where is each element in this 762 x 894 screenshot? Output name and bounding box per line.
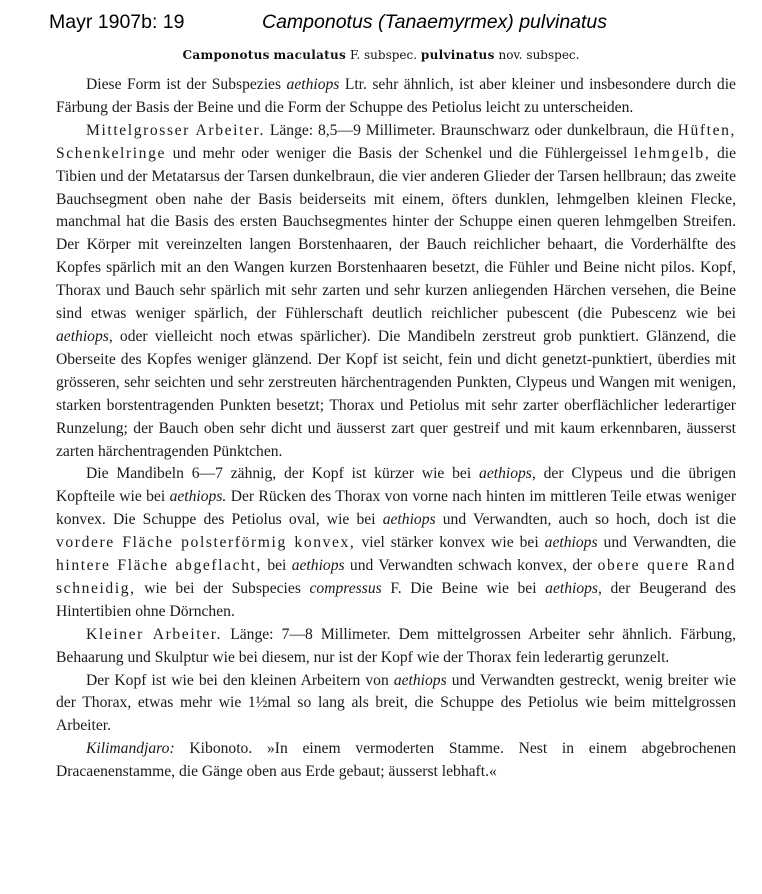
subtitle-status: nov. subspec.	[498, 48, 580, 62]
paragraph-minor-worker	[56, 624, 736, 670]
subtitle-author: F. subspec.	[349, 48, 418, 62]
text-run: oder vielleicht noch etwas spärlicher). Die Mandibeln zerstreut grob punktiert. Glänzend, die Oberseite des Kopfes weniger glänzend. Der Kopf ist seicht, fein und dicht genetzt-punktiert, überdies mit grösseren, sehr seichten und sehr zerstreuten härchentragenden Punkten, Clypeus und Wangen mit wenigen, starken borstentragenden Punkten besetzt; Thorax und Petiolus mit sehr zarter oberflächlicher lederartiger Runzelung; der Bauch oben sehr dicht und äusserst zart quer gestreif und mit kaum erkennbaren, äusserst zarten härchentragenden Pünktchen.	[56, 327, 736, 460]
paragraph-intro	[56, 74, 736, 120]
text-run: und Verwandten, auch so hoch, doch ist die	[442, 511, 736, 529]
italic-term: aethiops	[544, 534, 598, 552]
subtitle-species: maculatus	[273, 48, 347, 62]
italic-term: aethiops	[382, 511, 436, 529]
text-run: Länge: 8,5—9 Millimeter. Braunschwarz oder dunkelbraun, die	[269, 121, 673, 139]
italic-term: aethiops,	[545, 579, 602, 597]
italic-term: aethiops	[286, 76, 340, 93]
text-run: Kibonoto. »In einem vermoderten Stamme. Nest in einem abgebrochenen Dracaenenstamme, die Gänge oben aus Erde gebaut; äusserst lebhaft.«	[56, 740, 736, 781]
spaced-term: hintere Fläche abgeflacht,	[56, 557, 262, 575]
italic-term: aethiops	[393, 671, 447, 689]
subtitle-subspecies: pulvinatus	[420, 48, 495, 62]
text-run: und mehr oder weniger die Basis der Schenkel und die Fühlergeissel	[172, 144, 628, 162]
text-run: Diese Form ist der Subspezies	[86, 76, 282, 93]
citation: Mayr 1907b: 19	[49, 11, 185, 33]
paragraph-minor-head	[56, 670, 736, 739]
italic-term: aethiops.	[169, 488, 227, 506]
italic-term: aethiops	[291, 557, 345, 575]
text-run: und Verwandten gestreckt, wenig breiter wie der Thorax, etwas mehr wie 1½mal so lang als breit, die Schuppe des Petiolus wie beim mittelgrossen Arbeiter.	[56, 671, 736, 735]
text-run: Die Mandibeln 6—7 zähnig, der Kopf ist kürzer wie bei	[86, 465, 472, 483]
spaced-term: vordere Fläche polsterförmig konvex,	[56, 534, 356, 552]
text-run: wie bei der Subspecies	[144, 579, 301, 597]
spaced-term: Hüften, Schenkelringe	[56, 121, 737, 162]
paragraph-locality	[56, 738, 736, 784]
text-run: und Verwandten schwach konvex, der	[349, 557, 593, 575]
taxon-name: Camponotus (Tanaemyrmex) pulvinatus	[262, 11, 608, 33]
text-run: Der Rücken des Thorax von vorne nach hinten im mittleren Teile etwas weniger konvex. Die Schuppe des Petiolus oval, wie bei	[56, 488, 737, 529]
italic-term: compressus	[309, 579, 382, 597]
spaced-term: obere quere Rand schneidig,	[56, 557, 737, 597]
text-run: der Clypeus und die übrigen Kopfteile wie bei	[56, 465, 736, 506]
italic-term: aethiops,	[56, 327, 113, 345]
text-run: F. Die Beine wie bei	[390, 579, 537, 597]
italic-term: aethiops,	[479, 465, 536, 483]
text-run: Länge: 7—8 Millimeter. Dem mittelgrossen Arbeiter sehr ähnlich. Färbung, Behaarung und Skulptur wie bei diesem, nur ist der Kopf wie der Thorax fein lederartig gerunzelt.	[56, 625, 736, 666]
taxon-subtitle	[0, 48, 762, 62]
text-run: bei	[267, 557, 287, 575]
subtitle-genus: Camponotus	[182, 48, 270, 62]
text-run: viel stärker konvex wie bei	[361, 534, 539, 552]
spaced-term: lehmgelb,	[634, 144, 711, 162]
description-body	[56, 74, 736, 784]
text-run: die Tibien und der Metatarsus der Tarsen dunkelbraun, die vier anderen Glieder der Tarsen hellbraun; das zweite Bauchsegment oben nahe der Basis beiderseits mit einem, öfters dunklen, lehmgelben kleinen Flecke, manchmal hat die Basis des ersten Bauchsegmentes hinter der Schuppe einen queren lehmgelben Streifen. Der Körper mit vereinzelten langen Borstenhaaren, der Bauch reichlicher behaart, die Vorderhälfte des Kopfes spärlich mit an den Wangen kurzen Borstenhaaren besetzt, die Fühler und Beine nicht pilos. Kopf, Thorax und Bauch sehr spärlich mit sehr zarten und sehr kurzen anliegenden Härchen versehen, die Beine sind etwas weniger spärlich, der Fühlerschaft deutlich reichlicher pubescent (die Pubescenz wie bei	[56, 144, 737, 323]
locality-name: Kilimandjaro:	[86, 740, 175, 758]
paragraph-head-shape	[56, 463, 736, 623]
text-run: und Verwandten, die	[603, 534, 737, 552]
text-run: Der Kopf ist wie bei den kleinen Arbeitern von	[86, 671, 389, 689]
text-run: sehr ähnlich, ist aber kleiner und insbesondere durch die Färbung der Basis der Beine und die Form der Schuppe des Petiolus leicht zu unterscheiden.	[56, 76, 736, 116]
paragraph-media-worker	[56, 120, 736, 464]
text-run: der Beugerand des Hintertibien ohne Dörnchen.	[56, 579, 736, 620]
author-smallcaps: Ltr.	[344, 76, 367, 93]
caste-heading: Mittelgrosser Arbeiter.	[86, 121, 265, 139]
page-header	[0, 0, 762, 44]
caste-heading: Kleiner Arbeiter.	[86, 625, 223, 643]
